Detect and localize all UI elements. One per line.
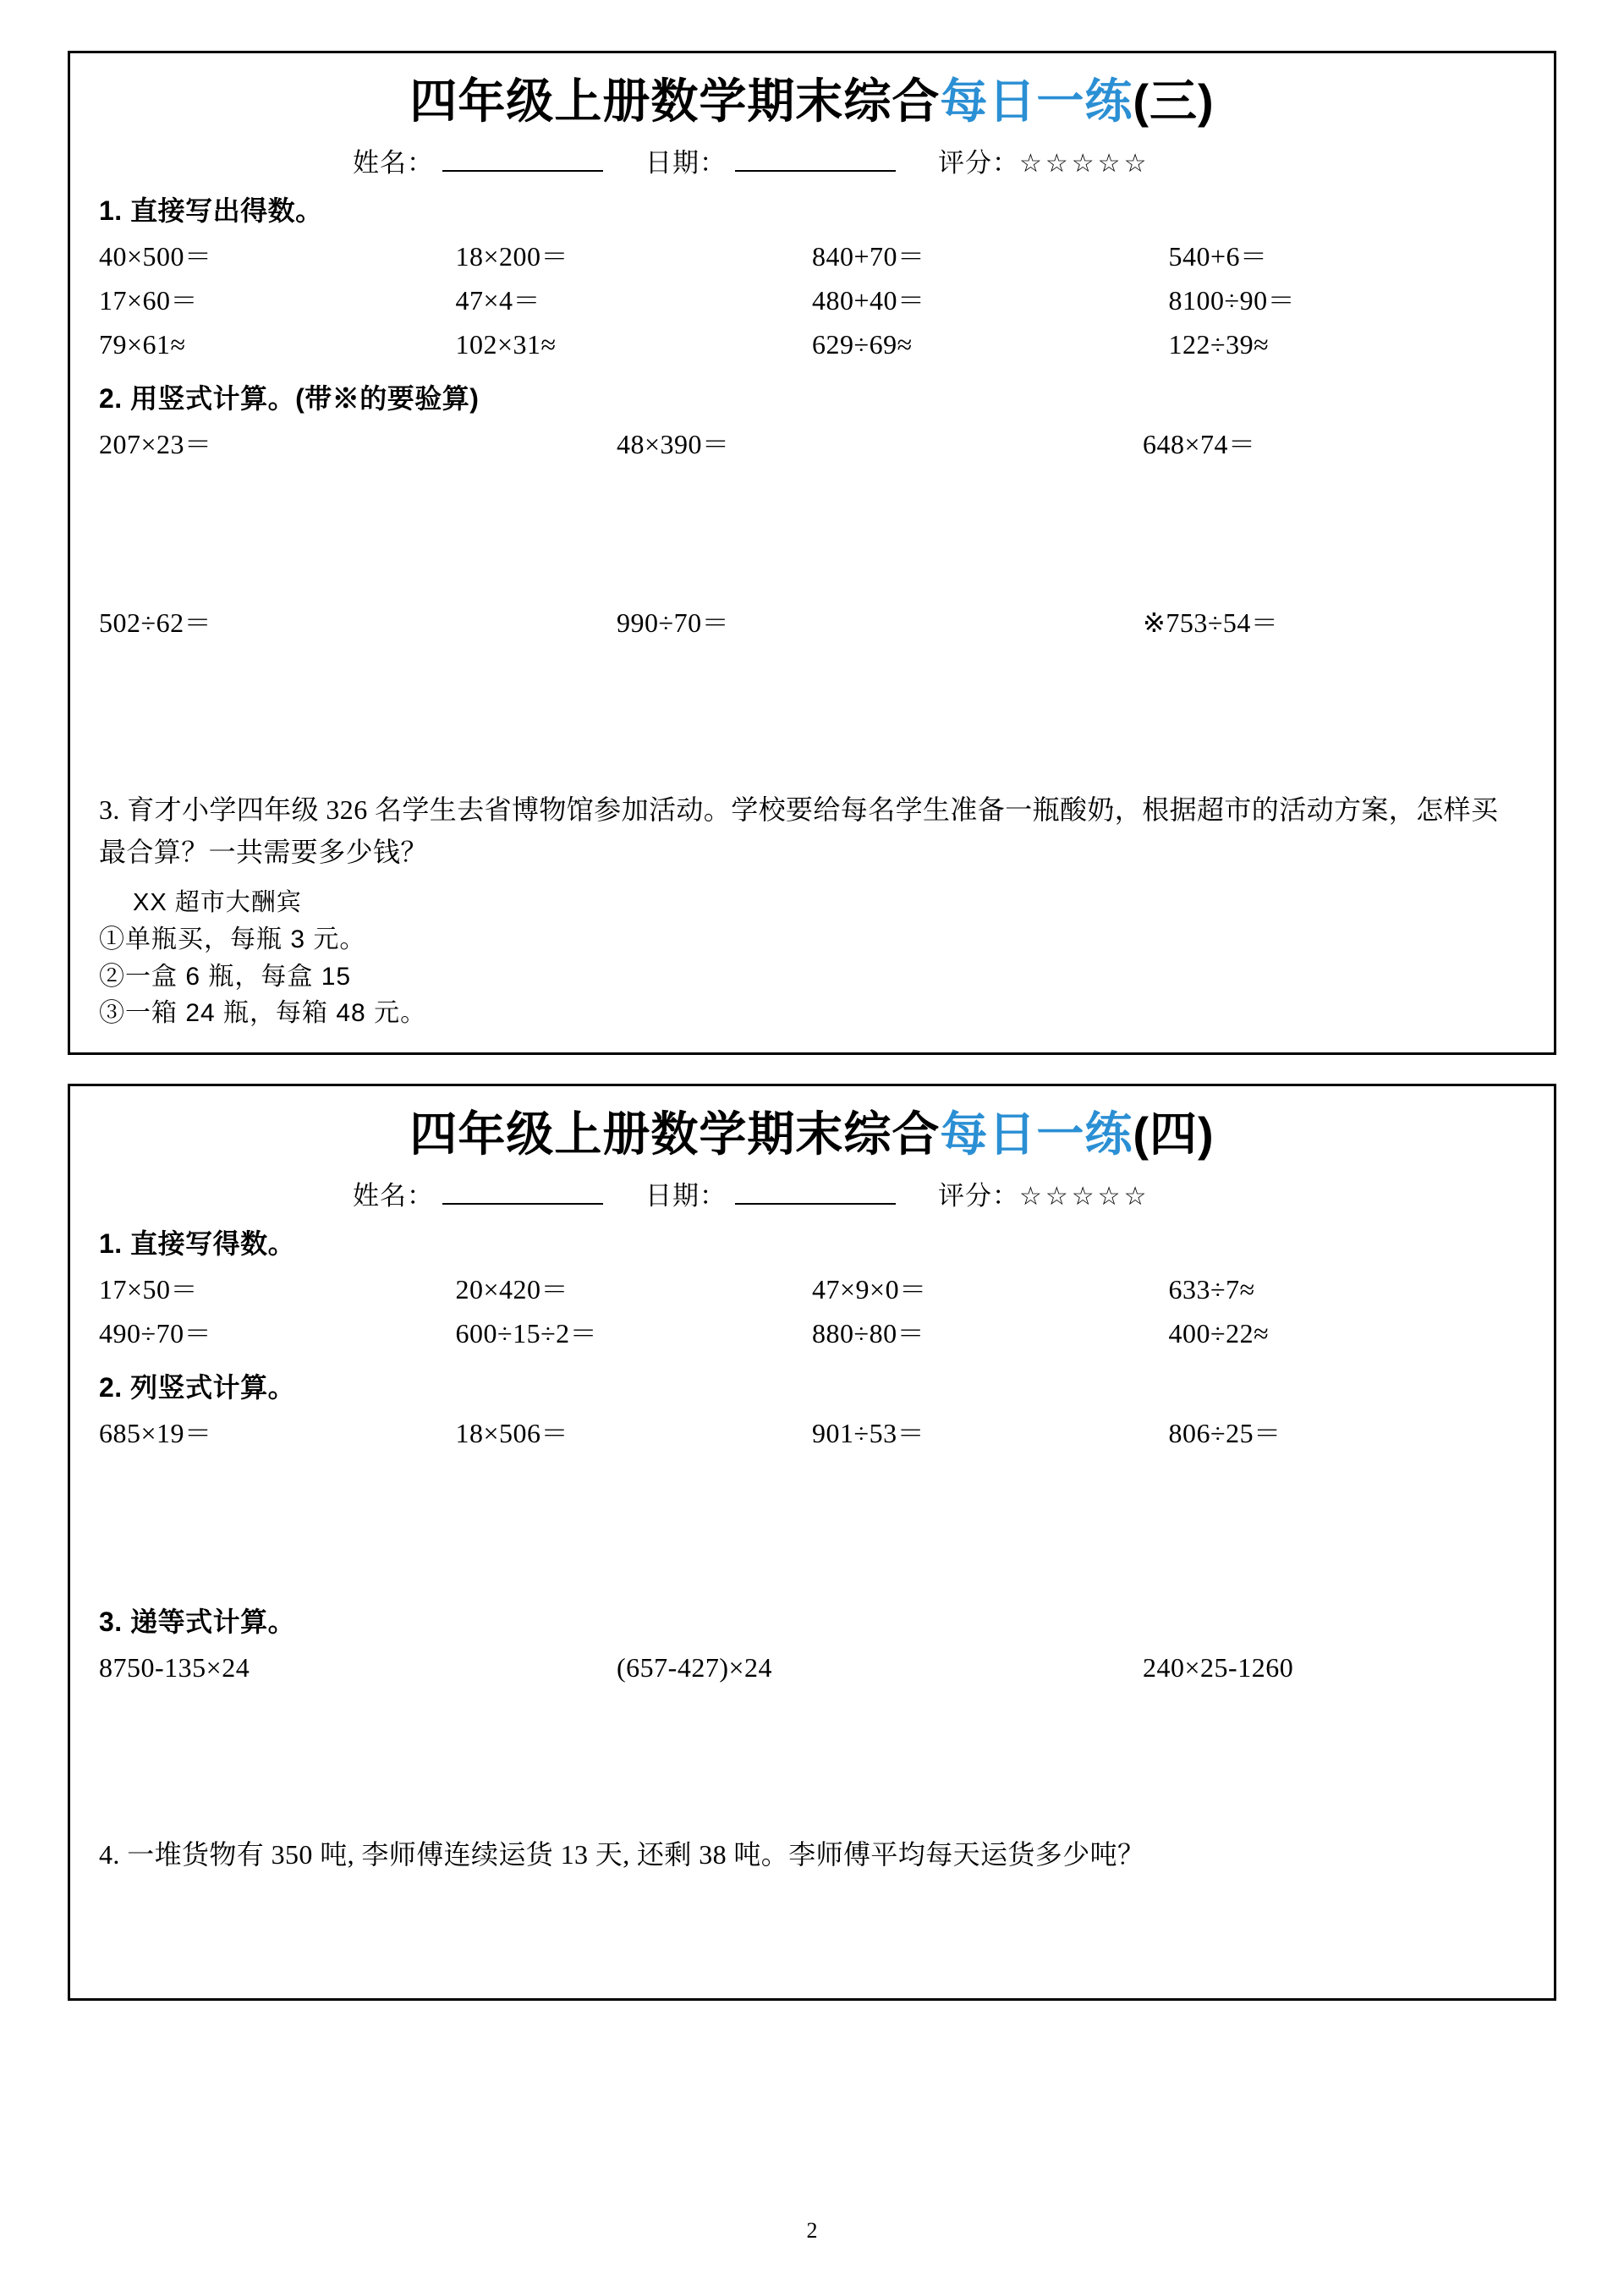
promo-option-1: ①单瓶买，每瓶 3 元。 xyxy=(99,926,366,954)
promo-title: XX 超市大酬宾 xyxy=(133,889,302,917)
problem-item: 18×200＝ xyxy=(455,241,569,272)
problem-item: 8750-135×24 xyxy=(99,1652,250,1684)
problem-item: 20×420＝ xyxy=(455,1273,569,1305)
problem-item: 207×23＝ xyxy=(99,428,212,459)
problem-item: ※753÷54＝ xyxy=(1143,607,1279,639)
worksheet-title-four xyxy=(99,1107,1525,1162)
problem-item: 480+40＝ xyxy=(812,284,925,316)
date-label: 日期： xyxy=(645,1180,727,1211)
score-label: 评分： xyxy=(938,1180,1019,1211)
score-label: 评分： xyxy=(938,148,1019,179)
date-field-group xyxy=(645,141,904,179)
word-problem-3: 3. 育才小学四年级 326 名学生去省博物馆参加活动。学校要给每名学生准备一瓶酸奶，根据超市的活动方案，怎样买最合算？一共需要多少钱？ xyxy=(99,794,1499,867)
problem-item: 40×500＝ xyxy=(99,241,212,272)
promo-option-3: ③一箱 24 瓶，每箱 48 元。 xyxy=(99,999,427,1028)
promo-option-2: ②一盒 6 瓶，每盒 15 xyxy=(99,962,352,991)
date-input-blank[interactable] xyxy=(735,146,896,172)
section-heading-2: 2. 列竖式计算。 xyxy=(99,1371,296,1403)
work-area-2 xyxy=(99,1690,1525,1826)
title-paren-text: (三) xyxy=(1133,74,1215,128)
name-input-blank[interactable] xyxy=(442,1179,603,1205)
problem-item: 490÷70＝ xyxy=(99,1317,212,1348)
problem-item: 400÷22≈ xyxy=(1168,1317,1270,1348)
word-problem-4: 4. 一堆货物有 350 吨, 李师傅连续运货 13 天, 还剩 38 吨。李师傅平均每天运货多少吨？ xyxy=(99,1839,1145,1870)
score-field-group xyxy=(938,1174,1149,1212)
name-field-group xyxy=(353,141,612,179)
problem-item: 122÷39≈ xyxy=(1168,328,1270,360)
date-field-group xyxy=(645,1174,904,1212)
work-area-3 xyxy=(99,1876,1525,1978)
section-heading-1: 1. 直接写出得数。 xyxy=(99,195,323,227)
problem-item: 540+6＝ xyxy=(1168,241,1268,272)
score-stars-icon[interactable]: ☆☆☆☆☆ xyxy=(1019,150,1150,179)
worksheet-card-four xyxy=(68,1084,1556,2001)
page-number: 2 xyxy=(806,2218,818,2243)
problem-item: 685×19＝ xyxy=(99,1417,212,1448)
problem-item: (657-427)×24 xyxy=(617,1652,773,1684)
problem-item: 47×4＝ xyxy=(455,284,541,316)
oral-calc-grid xyxy=(99,235,1525,366)
problem-item: 79×61≈ xyxy=(99,328,186,360)
problem-item: 806÷25＝ xyxy=(1168,1417,1281,1448)
worksheet-title-three xyxy=(99,74,1525,129)
worksheet-card-three xyxy=(68,51,1556,1055)
title-black-text: 四年级上册数学期末综合 xyxy=(409,1107,941,1161)
problem-item: 48×390＝ xyxy=(617,428,730,459)
problem-item: 8100÷90＝ xyxy=(1168,284,1296,316)
stepwise-calc-grid xyxy=(99,1646,1525,1690)
name-field-group xyxy=(353,1174,612,1212)
work-area-2 xyxy=(99,645,1525,781)
student-meta-row-four xyxy=(99,1174,1525,1212)
vertical-calc-grid-row1 xyxy=(99,423,1525,467)
work-area-1 xyxy=(99,1455,1525,1590)
vertical-calc-grid xyxy=(99,1412,1525,1456)
problem-item: 502÷62＝ xyxy=(99,607,212,639)
score-field-group xyxy=(938,141,1149,179)
problem-item: 47×9×0＝ xyxy=(812,1273,927,1305)
problem-item: 629÷69≈ xyxy=(812,328,913,360)
name-label: 姓名： xyxy=(353,148,434,179)
date-label: 日期： xyxy=(645,148,727,179)
student-meta-row-three xyxy=(99,141,1525,179)
section-heading-2: 2. 用竖式计算。(带※的要验算) xyxy=(99,382,480,414)
name-label: 姓名： xyxy=(353,1180,434,1211)
problem-item: 990÷70＝ xyxy=(617,607,730,639)
title-black-text: 四年级上册数学期末综合 xyxy=(409,74,941,128)
problem-item: 633÷7≈ xyxy=(1168,1273,1255,1305)
oral-calc-grid xyxy=(99,1268,1525,1356)
problem-item: 880÷80＝ xyxy=(812,1317,925,1348)
problem-item: 18×506＝ xyxy=(455,1417,569,1448)
section-heading-3: 3. 递等式计算。 xyxy=(99,1607,296,1638)
date-input-blank[interactable] xyxy=(735,1179,896,1205)
problem-item: 600÷15÷2＝ xyxy=(455,1317,598,1348)
title-paren-text: (四) xyxy=(1133,1107,1215,1161)
work-area-1 xyxy=(99,466,1525,601)
vertical-calc-grid-row2 xyxy=(99,601,1525,645)
problem-item: 240×25-1260 xyxy=(1143,1652,1294,1684)
score-stars-icon[interactable]: ☆☆☆☆☆ xyxy=(1019,1182,1150,1211)
problem-item: 840+70＝ xyxy=(812,241,925,272)
problem-item: 102×31≈ xyxy=(455,328,557,360)
section-heading-1: 1. 直接写得数。 xyxy=(99,1228,296,1259)
title-blue-text: 每日一练 xyxy=(940,1107,1133,1161)
problem-item: 901÷53＝ xyxy=(812,1417,925,1448)
problem-item: 17×60＝ xyxy=(99,284,199,316)
problem-item: 648×74＝ xyxy=(1143,428,1256,459)
title-blue-text: 每日一练 xyxy=(940,74,1133,128)
name-input-blank[interactable] xyxy=(442,146,603,172)
problem-item: 17×50＝ xyxy=(99,1273,199,1305)
